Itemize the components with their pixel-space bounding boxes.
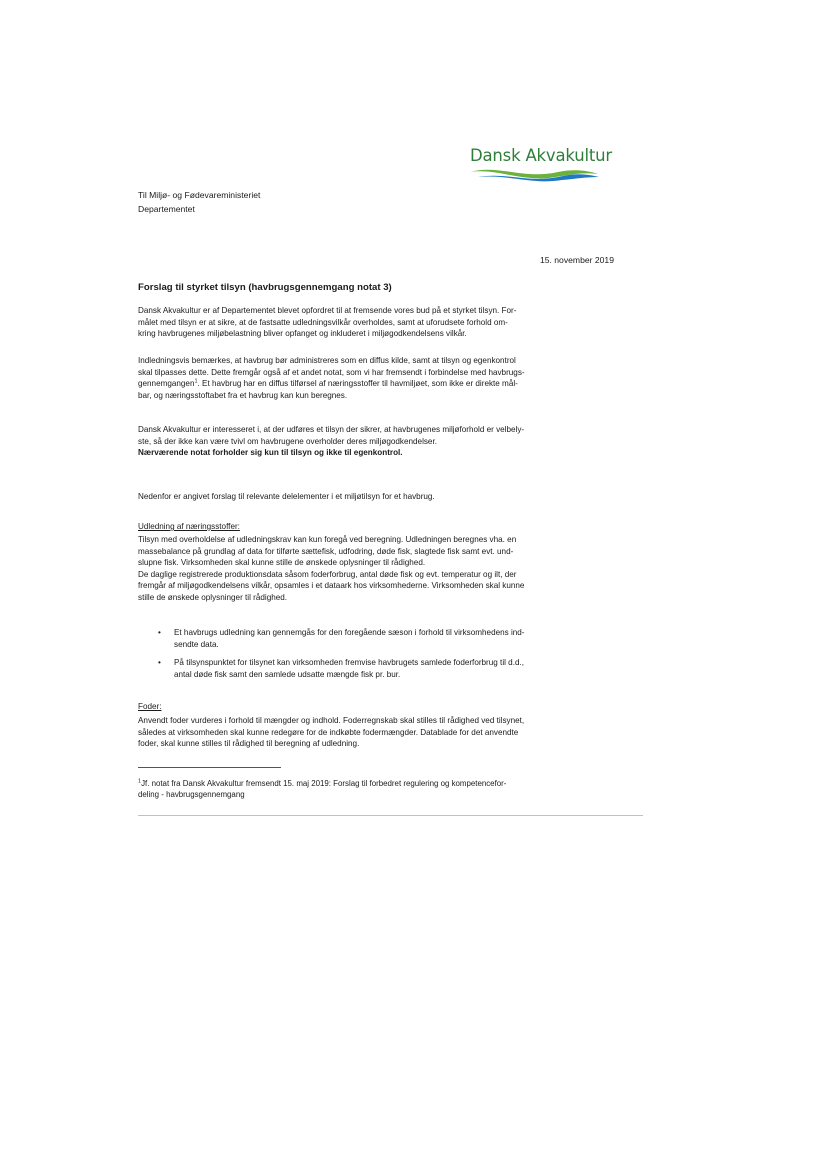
- text-fragment: Jf. notat fra Dansk Akvakultur fremsendt 15. maj 2019: Forslag til forbedret regulering og kompetencefor-: [141, 779, 507, 788]
- text-line: De daglige registrerede produktionsdata såsom foderforbrug, antal døde fisk og evt. temperatur og ilt, der: [138, 569, 517, 579]
- section-udledning-body: [138, 534, 616, 604]
- text-line: sendte data.: [174, 639, 219, 649]
- text-line: stille de ønskede oplysninger til rådighed.: [138, 592, 288, 602]
- footnote-reference[interactable]: 1: [194, 378, 198, 385]
- text-fragment: gennemgangen: [138, 379, 195, 389]
- text-line: Anvendt foder vurderes i forhold til mængder og indhold. Foderregnskab skal stilles til rådighed ved tilsynet,: [138, 716, 525, 725]
- text-line: Et havbrugs udledning kan gennemgås for den foregående sæson i forhold til virksomhedens ind-: [174, 628, 525, 637]
- text-line: målet med tilsyn er at sikre, at de fastsatte udledningsvilkår overholdes, samt at uforudsete forhold om-: [138, 317, 508, 327]
- text-line: slupne fisk. Virksomheden skal kunne stille de ønskede oplysninger til rådighed.: [138, 558, 426, 568]
- bullet-icon: •: [158, 628, 161, 637]
- section-foder-body: [138, 715, 616, 750]
- text-line: [138, 778, 616, 789]
- text-line: Dansk Akvakultur er af Departementet blevet opfordret til at fremsende vores bud på et styrket tilsyn. For-: [138, 306, 517, 315]
- text-line: skal tilpasses dette. Dette fremgår også af et andet notat, som vi har fremsendt i forbindelse med havbrugs-: [138, 367, 525, 377]
- text-line-bold: Nærværende notat forholder sig kun til tilsyn og ikke til egenkontrol.: [138, 448, 403, 458]
- paragraph-1: [138, 305, 616, 340]
- text-line: deling - havbrugsgennemgang: [138, 790, 245, 800]
- text-line: Nedenfor er angivet forslag til relevante delelementer i et miljøtilsyn for et havbrug.: [138, 492, 435, 501]
- text-line: således at virksomheden skal kunne redegøre for de indkøbte fodermængder. Datablade for det anvendte: [138, 727, 519, 737]
- paragraph-3: [138, 424, 616, 459]
- text-line: antal døde fisk samt den samlede udsatte mængde fisk pr. bur.: [174, 669, 401, 679]
- text-line: ste, så der ikke kan være tvivl om havbrugene overholder deres miljøgodkendelser.: [138, 436, 437, 446]
- document-title: Forslag til styrket tilsyn (havbrugsgennemgang notat 3): [138, 282, 392, 293]
- dansk-akvakultur-logo: [470, 146, 612, 186]
- text-fragment: . Et havbrug har en diffus tilførsel af næringsstoffer til havmiljøet, som ikke er direkte mål-: [197, 379, 518, 389]
- recipient-line-1: Til Miljø- og Fødevareministeriet: [138, 190, 261, 200]
- text-line: kring havbrugenes miljøbelastning bliver opfanget og inkluderet i miljøgodkendelsens vilkår.: [138, 329, 467, 339]
- footnote-divider: [138, 767, 281, 768]
- text-line: massebalance på grundlag af data for tilførte sættefisk, udfodring, døde fisk, slagtede fisk samt evt. und-: [138, 546, 514, 556]
- document-date: 15. november 2019: [539, 255, 614, 265]
- recipient-address: [138, 188, 260, 216]
- section-heading-foder: Foder:: [138, 702, 162, 711]
- text-line: På tilsynspunktet for tilsynet kan virksomheden fremvise havbrugets samlede foderforbrug til d.d.,: [174, 658, 524, 667]
- logo-wave-icon: [468, 166, 600, 184]
- text-line: [138, 378, 616, 390]
- text-line: bar, og næringsstoftabet fra et havbrug kan kun beregnes.: [138, 390, 348, 400]
- text-line: Indledningsvis bemærkes, at havbrug bør administreres som en diffus kilde, samt at tilsyn og egenkontrol: [138, 356, 516, 365]
- paragraph-4: [138, 491, 616, 503]
- text-line: Dansk Akvakultur er interesseret i, at der udføres et tilsyn der sikrer, at havbrugenes miljøforhold er velbely-: [138, 425, 525, 434]
- text-line: foder, skal kunne stilles til rådighed til beregning af udledning.: [138, 739, 360, 749]
- section-heading-udledning: Udledning af næringsstoffer:: [138, 522, 240, 531]
- text-line: fremgår af miljøgodkendelsens vilkår, opsamles i et dataark hos virksomhederne. Virksomheden skal kunne: [138, 581, 525, 591]
- footnote: [138, 778, 616, 801]
- footnote-marker: 1: [138, 778, 142, 785]
- text-line: Tilsyn med overholdelse af udledningskrav kan kun foregå ved beregning. Udledningen beregnes vha. en: [138, 535, 517, 544]
- page-bottom-rule: [138, 815, 643, 816]
- logo-text: Dansk Akvakultur: [470, 146, 612, 165]
- recipient-line-2: Departementet: [138, 204, 195, 214]
- paragraph-2: [138, 355, 616, 401]
- bullet-icon: •: [158, 658, 161, 667]
